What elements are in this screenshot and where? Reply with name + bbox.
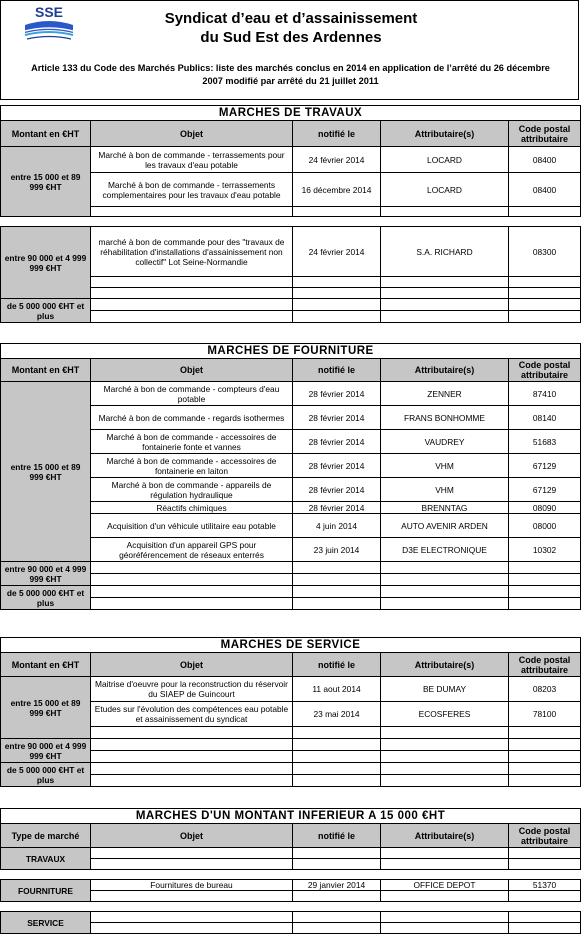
table-row: Marché à bon de commande - appareils de régulation hydraulique 28 février 2014 VHM 67129: [1, 478, 581, 502]
section-title-inferieur: MARCHES D'UN MONTANT INFERIEUR A 15 000 €HT: [1, 809, 581, 824]
table-row: [1, 739, 581, 751]
table-row: entre 15 000 et 89 999 €HT Marché à bon de commande - compteurs d'eau potable 28 février 2014 ZENNER 87410: [1, 382, 581, 406]
table-row: Marché à bon de commande - accessoires de fontainerie en laiton 28 février 2014 VHM 67129: [1, 454, 581, 478]
table-fourniture: MARCHES DE FOURNITURE Montant en €HT Objet notifié le Attributaire(s) Code postal attributaire entre 15 000 et 89 999 €HT Marché à bon de commande - compteurs d'eau potable 28 février 2014 ZENNER 87410 Marché à bon de commande - regards isothermes 28 février 2014 FRANS BONHOMME 08140 Marché à bon de commande - accessoires de fontainerie fonte et vannes 28 février 2014 VAUDREY 51683 Marché à bon de commande - accessoires de fontainerie en laiton 28 février 2014 VHM 67129 Marché à bon de commande - appareils de régulation hydraulique 28 février 2014 VHM 67129 Réactifs chimiques 28 février 2014 BRENNTAG 08090 Acquisition d'un véhicule utilitaire eau potable 4 juin 2014 AUTO AVENIR ARDEN 08000 Acquisition d'un appareil GPS pour géoréférencement de réseaux enterrés 23 juin 2014 D3E ELECTRONIQUE 10302 entre 90 000 et 4 999 999 €HT de 5 000 000 €HT et plus: [0, 343, 581, 610]
section-title-service: MARCHES DE SERVICE: [1, 638, 581, 653]
table-row: entre 15 000 et 89 999 €HT Maitrise d'oeuvre pour la reconstruction du réservoir du SIAEP de Guincourt 11 aout 2014 BE DUMAY 08203: [1, 677, 581, 702]
table-row: Marché à bon de commande - regards isothermes 28 février 2014 FRANS BONHOMME 08140: [1, 406, 581, 430]
section-title-travaux: MARCHES DE TRAVAUX: [1, 106, 581, 121]
table-row: Etudes sur l'évolution des compétences eau potable et assainissement du syndicat 23 mai 2014 ECOSFERES 78100: [1, 702, 581, 727]
svg-text:SSE: SSE: [34, 4, 64, 20]
col-notifie: notifié le: [293, 121, 381, 147]
table-row: [1, 848, 581, 859]
section-title-fourniture: MARCHES DE FOURNITURE: [1, 344, 581, 359]
table-row: entre 15 000 et 89 999 €HT Marché à bon de commande - terrassements pour les travaux d'eau potable 24 février 2014 LOCARD 08400: [1, 147, 581, 173]
table-row: [1, 763, 581, 775]
bracket-label: entre 90 000 et 4 999 999 €HT: [1, 739, 91, 763]
table-row: [1, 299, 581, 311]
table-service: MARCHES DE SERVICE Montant en €HT Objet notifié le Attributaire(s) Code postal attributaire entre 15 000 et 89 999 €HT Maitrise d'oeuvre pour la reconstruction du réservoir du SIAEP de Guincourt 11 aout 2014 BE DUMAY 08203 Etudes sur l'évolution des compétences eau potable et assainissement du syndicat 23 mai 2014 ECOSFERES 78100 entre 90 000 et 4 999 999 €HT de 5 000 000 €HT et plus: [0, 637, 581, 787]
col-objet: Objet: [91, 121, 293, 147]
table-row: [1, 586, 581, 598]
bracket-label: entre 90 000 et 4 999 999 €HT: [1, 562, 91, 586]
table-row: Acquisition d'un véhicule utilitaire eau potable 4 juin 2014 AUTO AVENIR ARDEN 08000: [1, 514, 581, 538]
bracket-label: entre 15 000 et 89 999 €HT: [1, 382, 91, 562]
type-label: SERVICE: [1, 912, 91, 934]
table-row: Réactifs chimiques 28 février 2014 BRENNTAG 08090: [1, 502, 581, 514]
sse-logo-icon: [21, 3, 77, 45]
table-row: Marché à bon de commande - accessoires de fontainerie fonte et vannes 28 février 2014 VAUDREY 51683: [1, 430, 581, 454]
table-row: FOURNITURE Fournitures de bureau 29 janvier 2014 OFFICE DEPOT 51370: [1, 880, 581, 891]
table-row: Marché à bon de commande - terrassements complementaires pour les travaux d'eau potable 16 décembre 2014 LOCARD 08400: [1, 173, 581, 207]
bracket-label: de 5 000 000 €HT et plus: [1, 586, 91, 610]
table-row: [1, 562, 581, 574]
bracket-label: de 5 000 000 €HT et plus: [1, 299, 91, 323]
col-attributaire: Attributaire(s): [381, 121, 509, 147]
table-row: [1, 912, 581, 923]
table-row: Acquisition d'un appareil GPS pour géoréférencement de réseaux enterrés 23 juin 2014 D3E ELECTRONIQUE 10302: [1, 538, 581, 562]
table-row: entre 90 000 et 4 999 999 €HT marché à bon de commande pour des "travaux de réhabilitation d'installations d'assainissement non collectif" Lot Seine-Normandie 24 février 2014 S.A. RICHARD 08300: [1, 227, 581, 277]
bracket-label: de 5 000 000 €HT et plus: [1, 763, 91, 787]
document-header: [0, 0, 579, 100]
document-title: Syndicat d’eau et d’assainissement du Sud Est des Ardennes: [164, 10, 418, 46]
article-reference: Article 133 du Code des Marchés Publics: liste des marchés conclus en 2014 en application de l’arrêté du 26 décembre 2007 modifié par arrêté du 21 juillet 2011: [31, 63, 550, 86]
table-inferieur: MARCHES D'UN MONTANT INFERIEUR A 15 000 €HT Type de marché Objet notifié le Attributaire(s) Code postal attributaire TRAVAUX FOURNITURE Fournitures de bureau 29 janvier 2014 OFFICE DEPOT 51370 SERVICE: [0, 808, 581, 934]
type-label: FOURNITURE: [1, 880, 91, 902]
bracket-label: entre 15 000 et 89 999 €HT: [1, 147, 91, 217]
bracket-label: entre 90 000 et 4 999 999 €HT: [1, 227, 91, 299]
bracket-label: entre 15 000 et 89 999 €HT: [1, 677, 91, 739]
col-montant: Montant en €HT: [1, 121, 91, 147]
table-travaux: [0, 105, 581, 323]
col-code-postal: Code postal attributaire: [509, 121, 581, 147]
type-label: TRAVAUX: [1, 848, 91, 870]
